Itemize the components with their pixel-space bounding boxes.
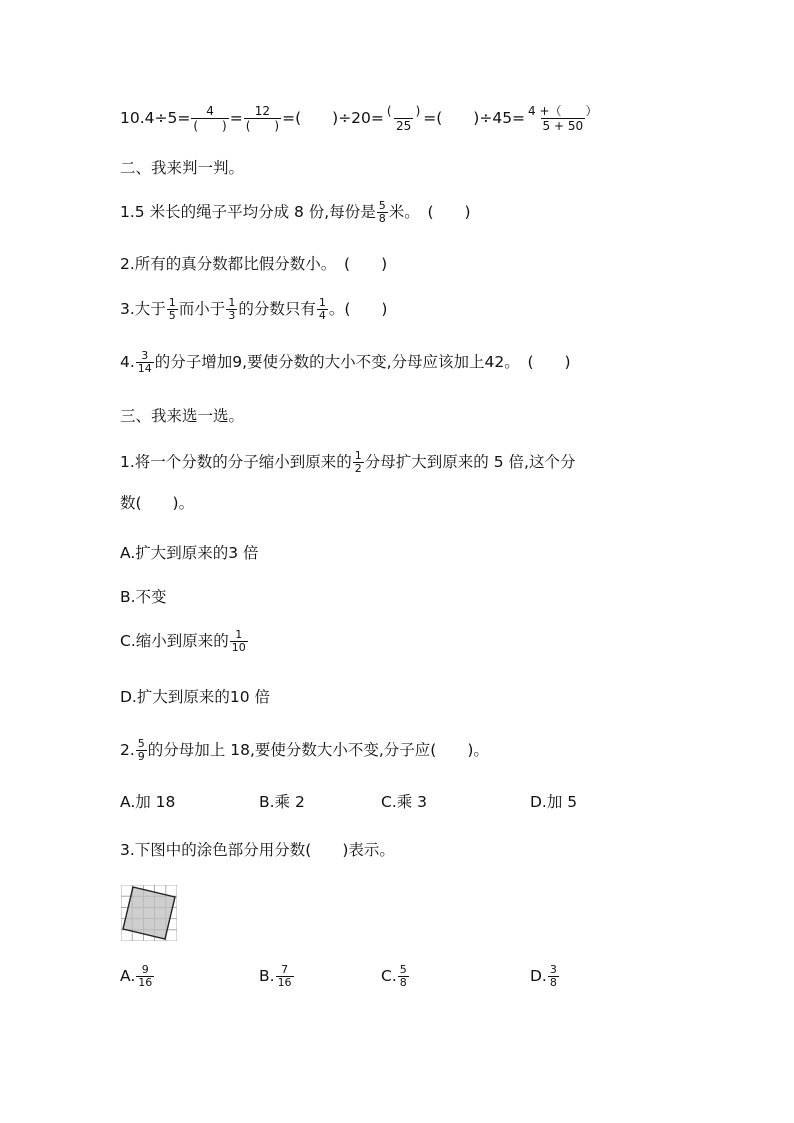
section3-q1-line2: 数( )。 (120, 494, 195, 512)
q10-tail: =( )÷45= (423, 109, 526, 127)
q2-option-d: D.加 5 (530, 793, 578, 811)
q10-fraction-4: $\frac{4 +( )}{5 + 50}$ (528, 104, 598, 133)
fraction: $\frac{3}{14}$ (137, 349, 152, 375)
fraction: $\frac{5}{8}$ (399, 963, 407, 989)
fraction: $\frac{1}{2}$ (354, 449, 362, 475)
fraction: $\frac{1}{5}$ (168, 296, 176, 322)
section3-q3: 3.下图中的涂色部分用分数( )表示。 (120, 841, 395, 859)
q3-option-c: C. $\frac{5}{8}$ (381, 963, 407, 989)
shaded-square-grid-figure (121, 885, 177, 941)
q10-fraction-1: $\frac{4}{( )}$ (193, 104, 227, 133)
fraction: $\frac{3}{8}$ (549, 963, 557, 989)
q1-option-b: B.不变 (120, 588, 167, 606)
fraction: $\frac{9}{16}$ (138, 963, 153, 989)
q10-fraction-3: $\frac{( )}{25}$ (386, 104, 421, 133)
q3-option-b: B. $\frac{7}{16}$ (259, 963, 292, 989)
q2-option-b: B.乘 2 (259, 793, 305, 811)
q1-option-c: C.缩小到原来的 $\frac{1}{10}$ (120, 628, 246, 654)
q2-option-c: C.乘 3 (381, 793, 428, 811)
section2-item-4: 4. $\frac{3}{14}$ 的分子增加9,要使分数的大小不变,分母应该加上42。 ( ) (120, 349, 571, 375)
q1-option-d: D.扩大到原来的10 倍 (120, 688, 271, 706)
section3-q2: 2. $\frac{5}{9}$ 的分母加上 18,要使分数大小不变,分子应( )。 (120, 737, 489, 763)
q1-option-a: A.扩大到原来的3 倍 (120, 544, 259, 562)
section2-title: 二、我来判一判。 (120, 159, 245, 177)
fraction: $\frac{1}{4}$ (318, 296, 326, 322)
section3-q1: 1.将一个分数的分子缩小到原来的 $\frac{1}{2}$ 分母扩大到原来的 5 倍,这个分 (120, 449, 576, 475)
q3-option-a: A. $\frac{9}{16}$ (120, 963, 153, 989)
fraction: $\frac{1}{3}$ (228, 296, 236, 322)
q3-option-d: D. $\frac{3}{8}$ (530, 963, 557, 989)
fraction: $\frac{5}{8}$ (378, 199, 386, 225)
q10-number: 10. (120, 109, 145, 127)
shaded-square (123, 887, 175, 939)
section2-item-3: 3.大于 $\frac{1}{5}$ 而小于 $\frac{1}{3}$ 的分数只有 $\frac{1}{4}$ 。( ) (120, 296, 388, 322)
section2-item-2: 2.所有的真分数都比假分数小。 ( ) (120, 255, 388, 273)
q10-middle: =( )÷20= (282, 109, 384, 127)
q10-fraction-2: $\frac{12}{( )}$ (245, 104, 280, 133)
q10-equals: = (229, 109, 243, 127)
fraction: $\frac{7}{16}$ (277, 963, 292, 989)
q10-lead: 4÷5= (144, 109, 191, 127)
section3-title: 三、我来选一选。 (120, 407, 245, 425)
section2-item-1: 1.5 米长的绳子平均分成 8 份,每份是 $\frac{5}{8}$ 米。 ( ) (120, 199, 471, 225)
q2-option-a: A.加 18 (120, 793, 176, 811)
q10-line (120, 104, 601, 133)
fraction: $\frac{5}{9}$ (137, 737, 145, 763)
fraction: $\frac{1}{10}$ (231, 628, 246, 654)
